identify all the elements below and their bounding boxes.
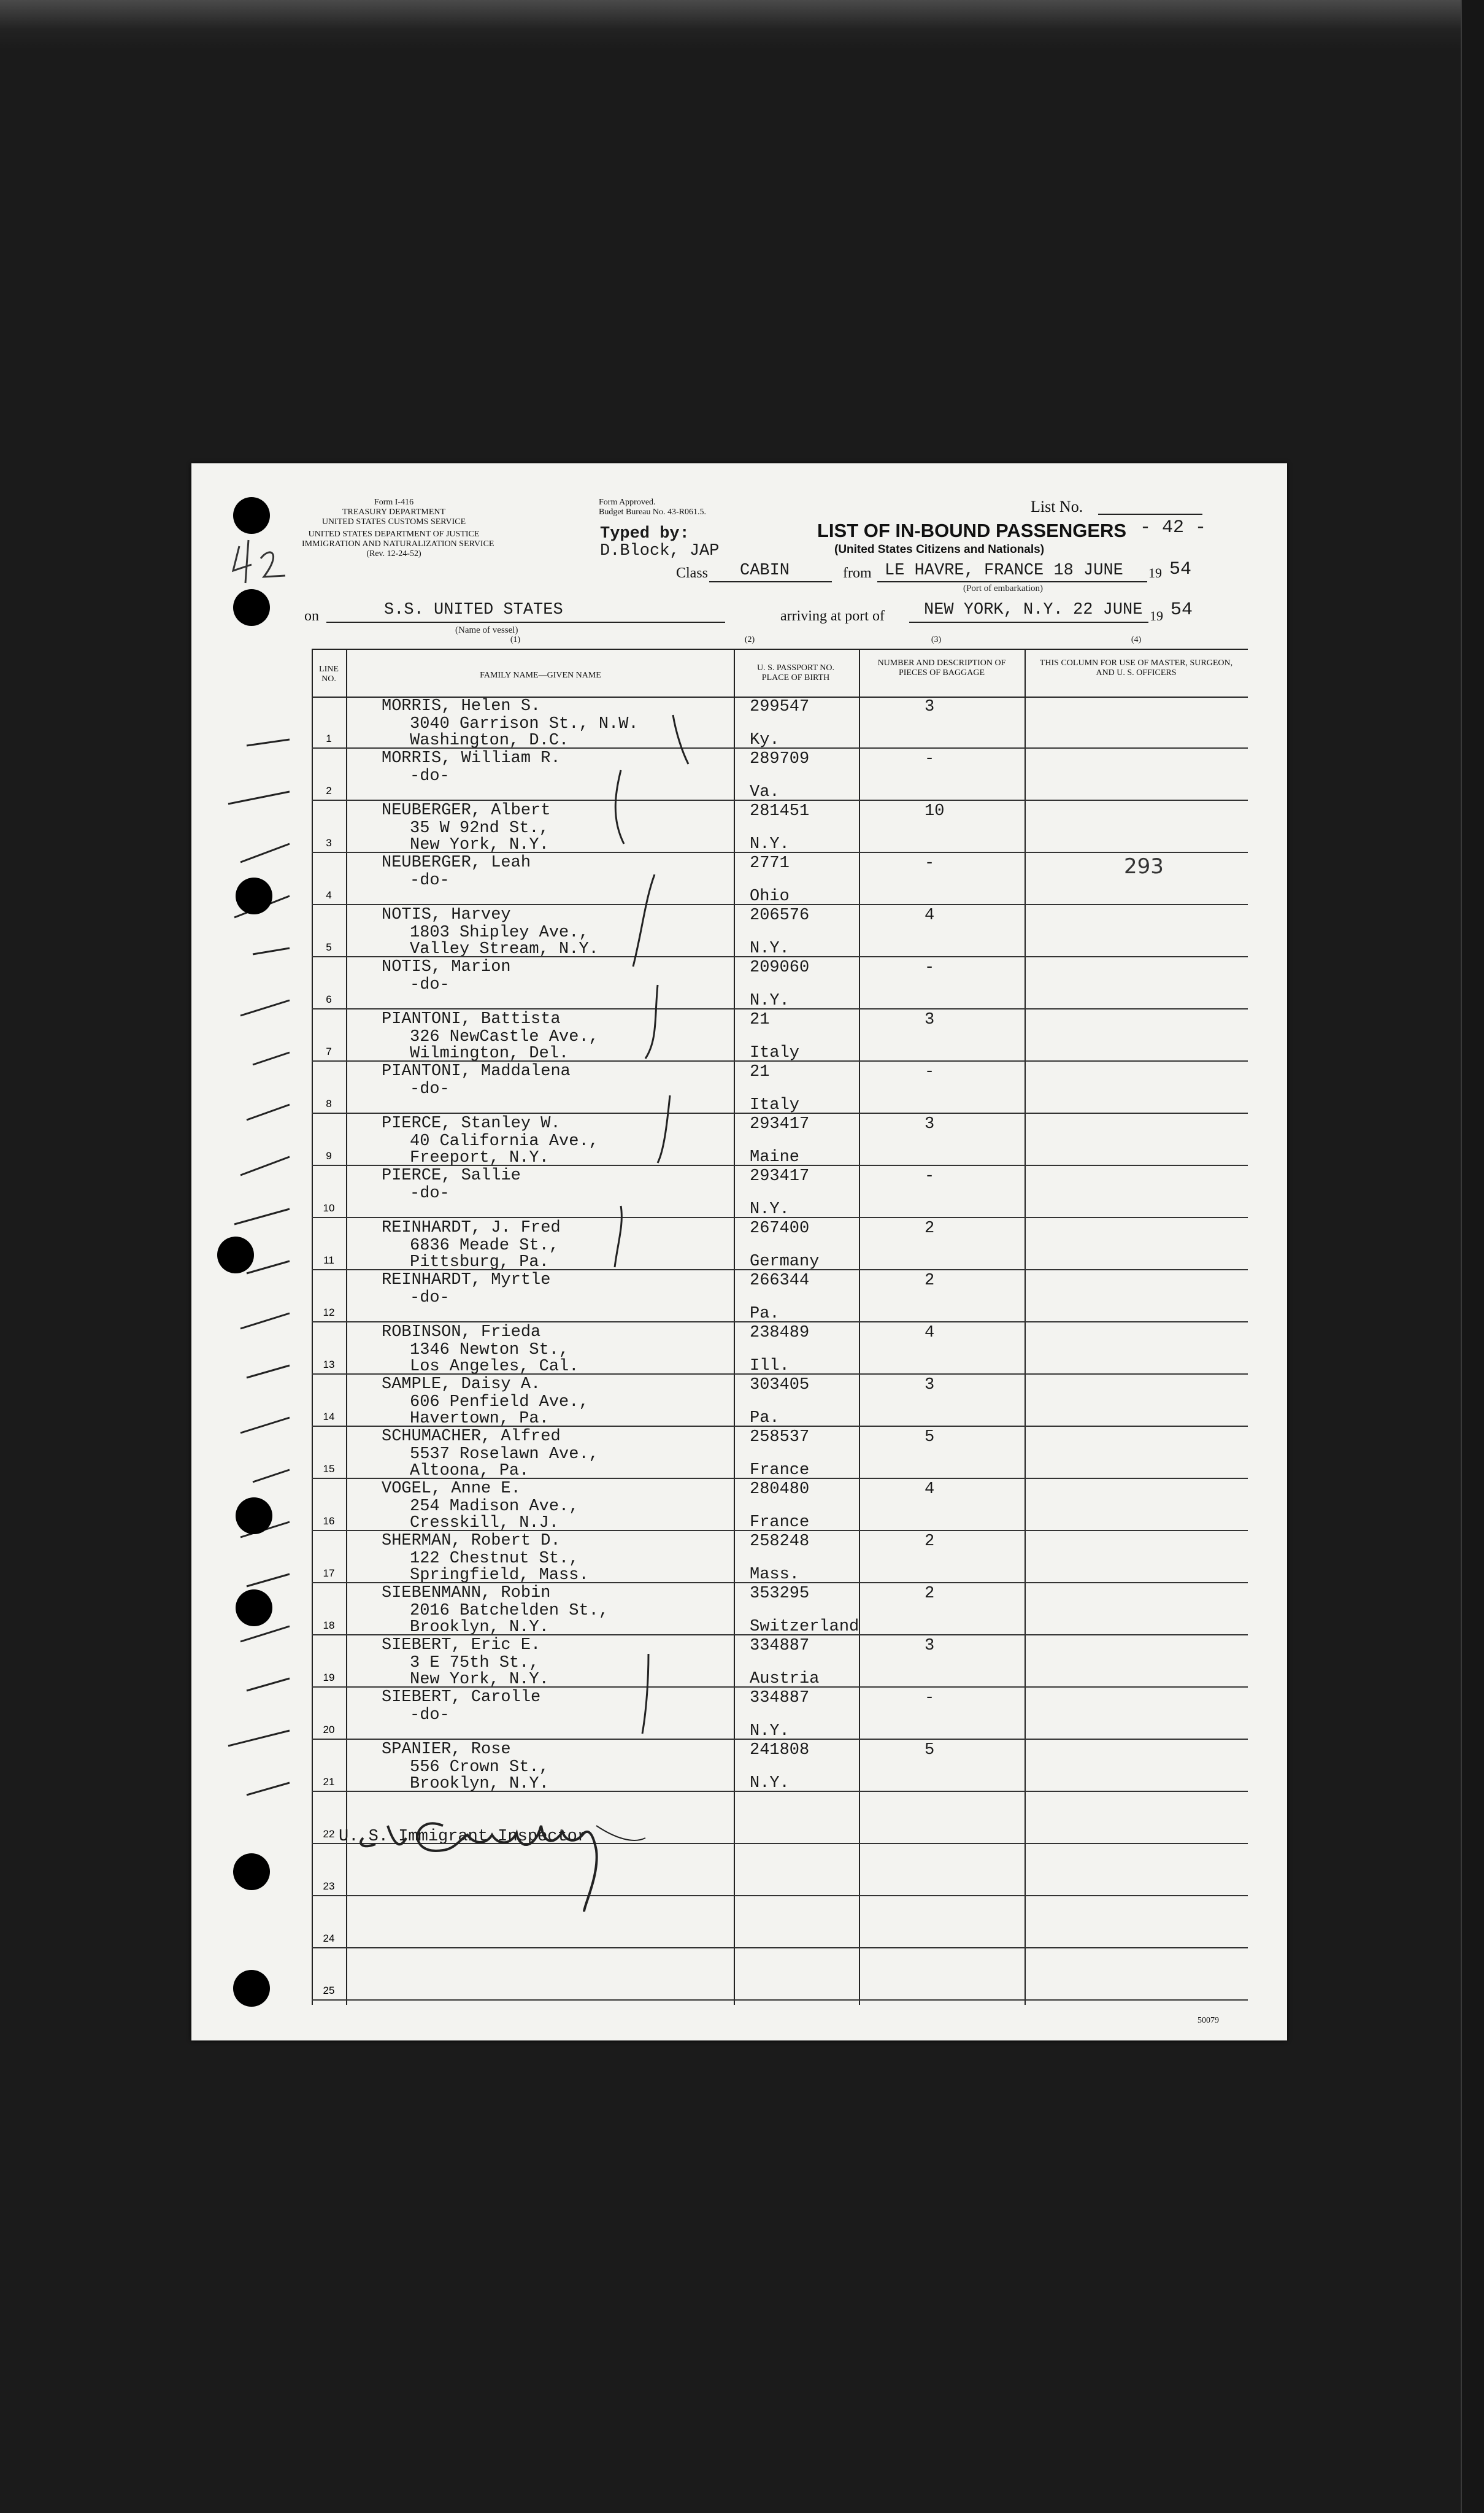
punch-hole [236,1589,272,1626]
place-of-birth: N.Y. [750,940,790,958]
place-of-birth: N.Y. [750,992,790,1010]
treasury-department: TREASURY DEPARTMENT [342,508,446,517]
baggage-count: 4 [925,1324,935,1342]
line-number: 12 [323,1307,335,1318]
passenger-address: 5537 Roselawn Ave., [410,1445,599,1464]
line-number: 16 [323,1515,335,1527]
passenger-name: NOTIS, Marion [382,958,511,976]
on-label: on [304,608,319,624]
passenger-name: PIERCE, Stanley W. [382,1114,561,1133]
baggage-count: - [925,854,935,873]
line-number: 6 [326,994,332,1005]
passenger-city: Springfield, Mass. [410,1566,589,1585]
inspector-signature [351,1801,694,1918]
place-of-birth: N.Y. [750,1774,790,1793]
baggage-count: 2 [925,1585,935,1603]
place-of-birth: Italy [750,1044,800,1062]
baggage-count: 3 [925,1115,935,1133]
baggage-count: - [925,750,935,768]
passenger-name: NEUBERGER, Albert [382,801,551,820]
passenger-address: 1346 Newton St., [410,1341,569,1359]
passenger-address: -do- [410,1184,450,1203]
line-number: 3 [326,837,332,849]
passenger-address: 3 E 75th St., [410,1654,539,1672]
passenger-name: MORRIS, Helen S. [382,697,541,716]
passenger-address: 254 Madison Ave., [410,1497,579,1516]
baggage-count: 2 [925,1219,935,1238]
passport-number: 21 [750,1063,770,1081]
document-title: LIST OF IN-BOUND PASSENGERS [817,520,1127,541]
baggage-count: 2 [925,1272,935,1290]
place-of-birth: Ohio [750,887,790,906]
passport-number: 241808 [750,1741,810,1759]
line-number: 4 [326,889,332,901]
baggage-count: - [925,1167,935,1186]
class-label: Class [676,565,709,581]
passenger-address: 1803 Shipley Ave., [410,924,589,942]
passenger-address: -do- [410,976,450,994]
arriving-label: arriving at port of [780,608,885,624]
line-number: 2 [326,785,332,797]
margin-handwriting [227,528,301,601]
header-baggage: NUMBER AND DESCRIPTION OF PIECES OF BAGGAGE [877,658,1006,677]
budget-bureau: Budget Bureau No. 43-R061.5. [599,508,706,517]
passenger-city: Brooklyn, N.Y. [410,1618,549,1637]
passport-number: 258248 [750,1532,810,1551]
port-embarkation-caption: (Port of embarkation) [963,584,1043,593]
line-number: 1 [326,733,332,744]
line-number: 17 [323,1567,335,1579]
passenger-address: 556 Crown St., [410,1758,549,1777]
list-number: - 42 - [1140,517,1207,538]
place-of-birth: Maine [750,1148,800,1167]
passenger-address: 35 W 92nd St., [410,819,549,838]
form-number: Form I-416 [374,498,414,507]
passport-number: 266344 [750,1272,810,1290]
passenger-address: -do- [410,1289,450,1307]
place-of-birth: Italy [750,1096,800,1114]
passenger-city: Los Angeles, Cal. [410,1357,579,1376]
passenger-address: 2016 Batchelden St., [410,1602,609,1620]
passenger-city: Brooklyn, N.Y. [410,1775,549,1793]
empty-row [191,1948,1287,2001]
line-number: 25 [323,1985,335,1996]
passenger-name: ROBINSON, Frieda [382,1323,541,1341]
line-number: 11 [323,1254,334,1266]
class-value: CABIN [740,562,790,580]
passenger-city: Freeport, N.Y. [410,1149,549,1167]
passenger-city: New York, N.Y. [410,1670,549,1689]
place-of-birth: Ill. [750,1357,790,1375]
place-of-birth: Switzerland [750,1618,859,1636]
baggage-count: - [925,1063,935,1081]
place-of-birth: Pa. [750,1409,780,1427]
place-of-birth: France [750,1513,810,1532]
line-number: 7 [326,1046,332,1057]
passport-number: 334887 [750,1689,810,1707]
film-strip-right [1461,0,1484,2513]
place-of-birth: Austria [750,1670,820,1688]
handwritten-marks [191,697,1287,1813]
passenger-name: NEUBERGER, Leah [382,854,531,872]
line-number: 13 [323,1359,335,1370]
passenger-list-document [191,463,1287,2040]
passport-number: 353295 [750,1585,810,1603]
baggage-count: 3 [925,1376,935,1394]
passenger-address: -do- [410,1080,450,1098]
passenger-name: PIANTONI, Maddalena [382,1062,571,1081]
passenger-name: REINHARDT, Myrtle [382,1271,551,1289]
passport-number: 238489 [750,1324,810,1342]
baggage-count: 4 [925,1480,935,1499]
baggage-count: 5 [925,1741,935,1759]
from-label: from [843,565,872,581]
document-subtitle: (United States Citizens and Nationals) [834,543,1045,556]
place-of-birth: N.Y. [750,1200,790,1219]
passport-number: 334887 [750,1637,810,1655]
passenger-address: 3040 Garrison St., N.W. [410,715,639,733]
passenger-city: New York, N.Y. [410,836,549,854]
passenger-address: 122 Chestnut St., [410,1550,579,1568]
punch-hole [236,1497,272,1534]
officer-note: 293 [1124,854,1164,879]
passenger-name: SPANIER, Rose [382,1740,511,1759]
passenger-address: 40 California Ave., [410,1132,599,1151]
header-line-no: LINE NO. [319,665,339,684]
line-number: 18 [323,1619,335,1631]
passport-number: 258537 [750,1428,810,1446]
baggage-count: - [925,959,935,977]
place-of-birth: Germany [750,1253,820,1271]
line-number: 19 [323,1672,335,1683]
typed-by-value: D.Block, JAP [600,542,720,560]
passenger-name: SAMPLE, Daisy A. [382,1375,541,1394]
col-number-2: (2) [744,635,755,644]
passenger-name: SIEBENMANN, Robin [382,1584,551,1602]
passport-number: 280480 [750,1480,810,1499]
passenger-city: Havertown, Pa. [410,1410,549,1428]
line-number: 15 [323,1463,335,1475]
punch-hole [233,1970,270,2007]
list-no-label: List No. [1031,498,1083,515]
place-of-birth: Pa. [750,1305,780,1323]
passenger-city: Valley Stream, N.Y. [410,940,599,959]
passenger-name: SIEBERT, Carolle [382,1688,541,1707]
embarkation-value: LE HAVRE, FRANCE 18 JUNE [885,562,1123,580]
passenger-address: 606 Penfield Ave., [410,1393,589,1411]
passport-number: 303405 [750,1376,810,1394]
passenger-name: VOGEL, Anne E. [382,1480,521,1498]
header-passport: U. S. PASSPORT NO. PLACE OF BIRTH [757,663,834,682]
header-name: FAMILY NAME—GIVEN NAME [480,671,601,680]
punch-hole [236,878,272,914]
line-number: 10 [323,1202,335,1214]
line-number: 21 [323,1776,335,1788]
passport-number: 299547 [750,698,810,716]
passenger-name: REINHARDT, J. Fred [382,1219,561,1237]
passport-number: 267400 [750,1219,810,1238]
place-of-birth: Mass. [750,1565,800,1584]
passenger-address: 326 NewCastle Ave., [410,1028,599,1046]
passport-number: 281451 [750,802,810,820]
passenger-address: 6836 Meade St., [410,1237,559,1255]
typed-by-label: Typed by: [600,525,690,543]
passport-number: 293417 [750,1167,810,1186]
arrival-year-prefix: 19 [1150,608,1163,623]
from-year-prefix: 19 [1148,565,1162,581]
passenger-address: -do- [410,871,450,890]
passenger-city: Pittsburg, Pa. [410,1253,549,1272]
passenger-city: Wilmington, Del. [410,1044,569,1063]
passenger-city: Cresskill, N.J. [410,1514,559,1532]
line-number: 14 [323,1411,335,1422]
line-number: 24 [323,1932,335,1944]
line-number: 9 [326,1150,332,1162]
vessel-name: S.S. UNITED STATES [384,601,563,619]
line-number: 20 [323,1724,335,1735]
col-number-1: (1) [510,635,521,644]
passport-number: 289709 [750,750,810,768]
passport-number: 206576 [750,906,810,925]
from-year: 54 [1169,559,1192,580]
baggage-count: 3 [925,1637,935,1655]
passenger-address: -do- [410,1706,450,1724]
revision-date: (Rev. 12-24-52) [366,549,421,558]
passenger-name: SHERMAN, Robert D. [382,1532,561,1550]
punch-hole [217,1237,254,1273]
passenger-city: Washington, D.C. [410,732,569,750]
ins-service: IMMIGRATION AND NATURALIZATION SERVICE [302,539,494,549]
baggage-count: - [925,1689,935,1707]
passenger-name: MORRIS, William R. [382,749,561,768]
passenger-name: SIEBERT, Eric E. [382,1636,541,1654]
passport-number: 209060 [750,959,810,977]
line-number: 22 [323,1828,335,1840]
baggage-count: 2 [925,1532,935,1551]
baggage-count: 5 [925,1428,935,1446]
place-of-birth: France [750,1461,810,1480]
passport-number: 2771 [750,854,790,873]
col-number-3: (3) [931,635,942,644]
passenger-city: Altoona, Pa. [410,1462,529,1480]
place-of-birth: N.Y. [750,835,790,854]
place-of-birth: Va. [750,783,780,801]
line-number: 5 [326,941,332,953]
baggage-count: 10 [925,802,945,820]
place-of-birth: N.Y. [750,1722,790,1740]
baggage-count: 3 [925,698,935,716]
passport-number: 293417 [750,1115,810,1133]
place-of-birth: Ky. [750,731,780,749]
arrival-port-value: NEW YORK, N.Y. 22 JUNE [924,601,1143,619]
passenger-name: NOTIS, Harvey [382,906,511,924]
baggage-count: 3 [925,1011,935,1029]
footer-code: 50079 [1198,2016,1219,2025]
passenger-name: SCHUMACHER, Alfred [382,1427,561,1446]
baggage-count: 4 [925,906,935,925]
line-number: 23 [323,1880,335,1892]
passenger-name: PIANTONI, Battista [382,1010,561,1029]
passenger-address: -do- [410,767,450,786]
arrival-year: 54 [1171,600,1193,620]
passport-number: 21 [750,1011,770,1029]
passenger-name: PIERCE, Sallie [382,1167,521,1185]
customs-service: UNITED STATES CUSTOMS SERVICE [321,517,466,527]
col-number-4: (4) [1131,635,1142,644]
vessel-caption: (Name of vessel) [455,625,518,635]
department-of-justice: UNITED STATES DEPARTMENT OF JUSTICE [308,530,480,539]
header-official-use: THIS COLUMN FOR USE OF MASTER, SURGEON, AND U. S. OFFICERS [1039,658,1233,677]
form-approved: Form Approved. [599,498,656,507]
film-strip-top [0,0,1484,49]
line-number: 8 [326,1098,332,1110]
punch-hole [233,1853,270,1890]
inspector-title: U. S. Immigrant Inspector [339,1828,588,1846]
